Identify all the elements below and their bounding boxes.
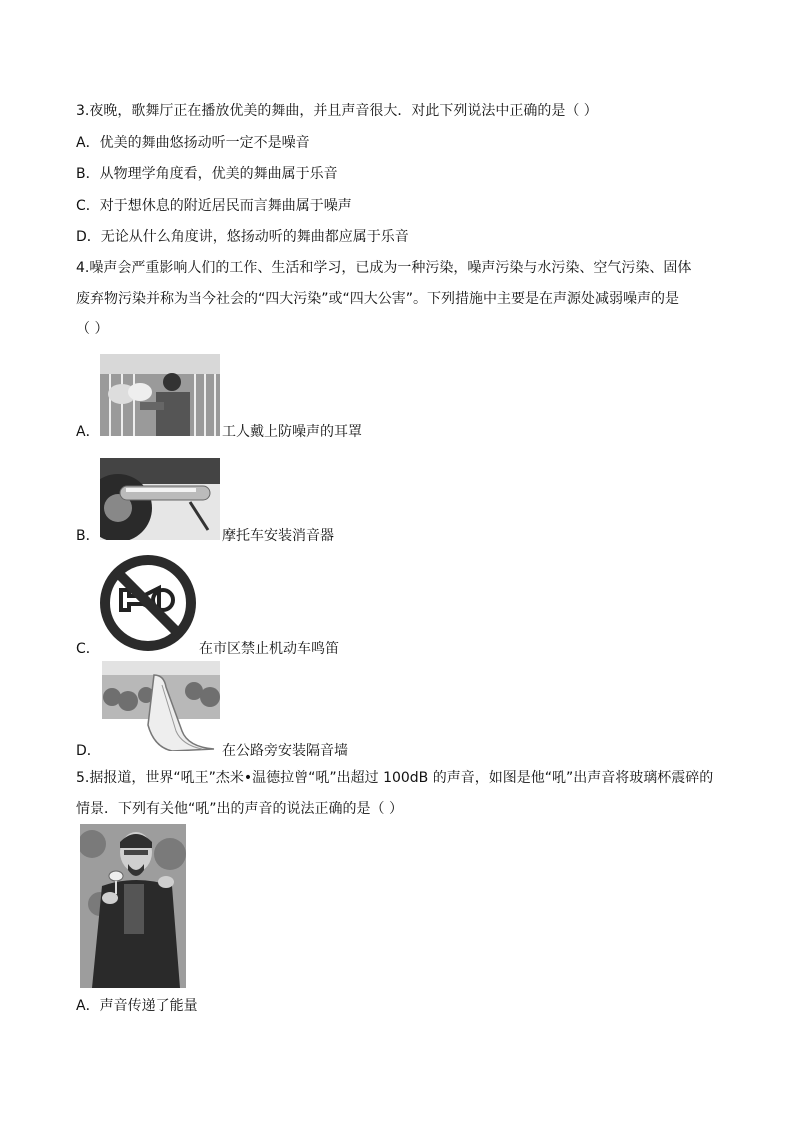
- q3-option-d[interactable]: D．无论从什么角度讲，悠扬动听的舞曲都应属于乐音: [76, 229, 409, 245]
- q5-option-a[interactable]: A．声音传递了能量: [76, 998, 198, 1014]
- q3-option-c[interactable]: C．对于想休息的附近居民而言舞曲属于噪声: [76, 198, 352, 214]
- q3-option-b[interactable]: B．从物理学角度看，优美的舞曲属于乐音: [76, 166, 338, 182]
- q4-option-a-text[interactable]: 工人戴上防噪声的耳罩: [222, 424, 362, 440]
- q4-option-a-letter[interactable]: A．: [76, 424, 100, 440]
- q4-option-d-text[interactable]: 在公路旁安装隔音墙: [222, 743, 348, 759]
- sound-barrier-photo-icon: [102, 661, 220, 751]
- man-shouting-at-glass-photo-icon: [80, 824, 186, 988]
- q3-stem: 3.夜晚，歌舞厅正在播放优美的舞曲，并且声音很大．对此下列说法中正确的是（ ）: [76, 103, 598, 119]
- q3-option-a[interactable]: A．优美的舞曲悠扬动听一定不是噪音: [76, 135, 310, 151]
- q4-option-b-text[interactable]: 摩托车安装消音器: [222, 528, 334, 544]
- q4-stem-line-3: （ ）: [76, 321, 109, 337]
- q4-option-b-letter[interactable]: B．: [76, 528, 100, 544]
- q4-stem-line-1: 4.噪声会严重影响人们的工作、生活和学习，已成为一种污染，噪声污染与水污染、空气污染、固体: [76, 260, 692, 276]
- q5-stem-line-2: 情景．下列有关他“吼”出的声音的说法正确的是（ ）: [76, 801, 403, 817]
- q4-option-d-letter[interactable]: D．: [76, 743, 101, 759]
- q4-option-c-text[interactable]: 在市区禁止机动车鸣笛: [199, 641, 339, 657]
- no-horn-sign-icon: [99, 554, 197, 652]
- motorcycle-muffler-photo-icon: [100, 458, 220, 540]
- q5-stem-line-1: 5.据报道，世界“吼王”杰米•温德拉曾“吼”出超过 100dB 的声音，如图是他“吼”出声音将玻璃杯震碎的: [76, 770, 714, 786]
- q4-stem-line-2: 废弃物污染并称为当今社会的“四大污染”或“四大公害”。下列措施中主要是在声源处减弱噪声的是: [76, 291, 680, 307]
- worker-earmuffs-photo-icon: [100, 354, 220, 436]
- q4-option-c-letter[interactable]: C．: [76, 641, 100, 657]
